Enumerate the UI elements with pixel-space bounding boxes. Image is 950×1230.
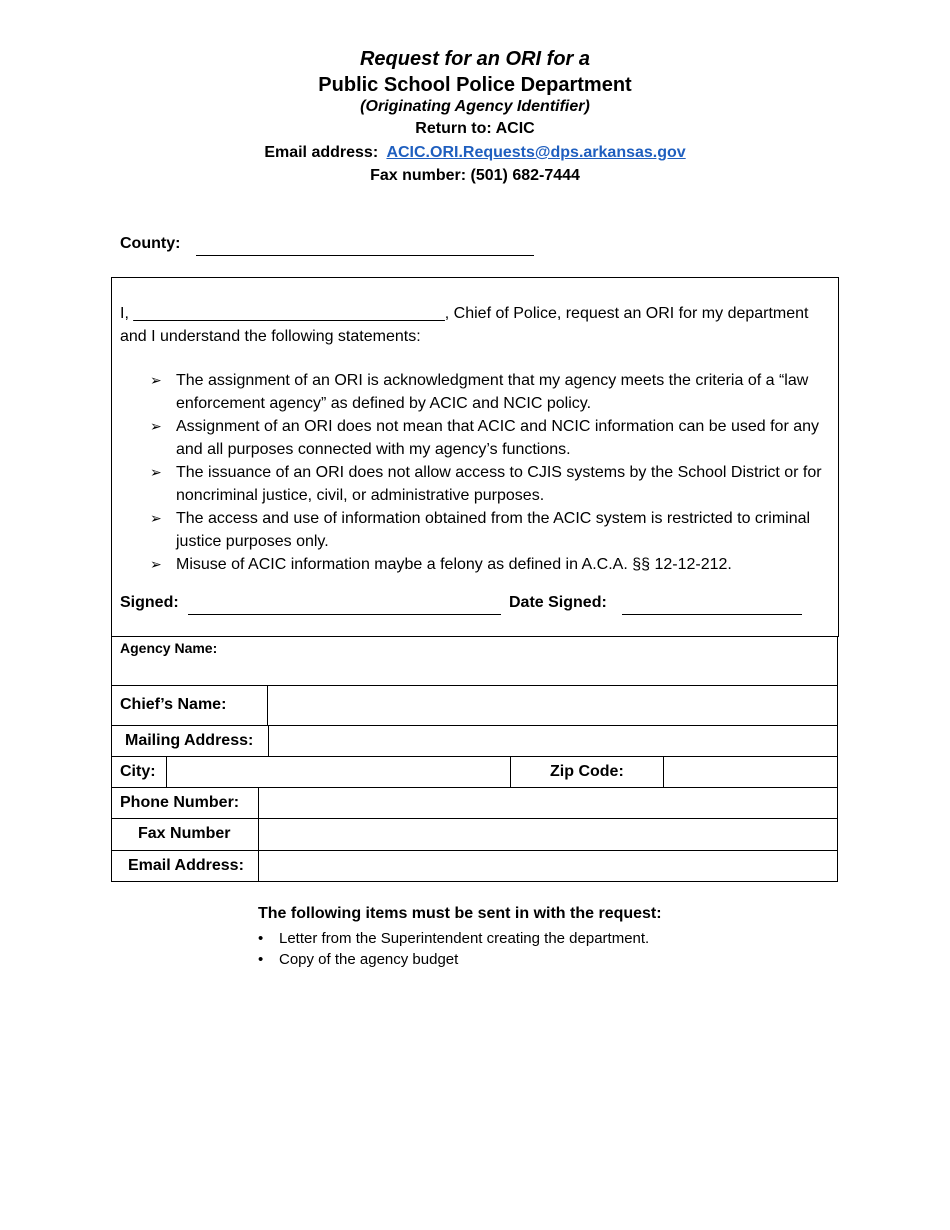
city-label: City: bbox=[120, 763, 156, 780]
requirements-list bbox=[258, 928, 649, 970]
zip-code-field[interactable] bbox=[664, 757, 837, 787]
arrow-bullet-icon: ➢ bbox=[150, 556, 162, 572]
phone-row bbox=[111, 787, 838, 819]
form-subtitle-acronym: (Originating Agency Identifier) bbox=[360, 98, 590, 115]
list-item: ➢ The issuance of an ORI does not allow access to CJIS systems by the School District or for noncriminal justice, civil, or administrative purposes. bbox=[150, 461, 830, 507]
date-signed-field[interactable] bbox=[622, 614, 802, 615]
form-subtitle: Public School Police Department bbox=[318, 74, 632, 96]
arrow-bullet-icon: ➢ bbox=[150, 418, 162, 434]
list-item: ➢ Assignment of an ORI does not mean that ACIC and NCIC information can be used for any and all purposes connected with my agency’s functions. bbox=[150, 415, 830, 461]
phone-number-field[interactable] bbox=[259, 788, 837, 818]
city-field[interactable] bbox=[167, 757, 510, 787]
signature-field[interactable] bbox=[188, 614, 501, 615]
fax-row bbox=[111, 818, 838, 851]
email-row bbox=[111, 850, 838, 882]
bullet-icon: • bbox=[258, 951, 264, 968]
fax-number-label: Fax Number bbox=[138, 825, 231, 842]
email-line bbox=[0, 144, 950, 162]
mailing-address-row bbox=[111, 725, 838, 757]
signed-label: Signed: bbox=[120, 594, 179, 611]
mailing-address-label: Mailing Address: bbox=[125, 732, 254, 749]
agency-name-row bbox=[111, 636, 838, 686]
agency-name-label: Agency Name: bbox=[120, 640, 218, 656]
mailing-address-field[interactable] bbox=[269, 726, 837, 756]
statement-list bbox=[150, 369, 830, 576]
return-to: Return to: ACIC bbox=[415, 120, 535, 137]
fax-number-field[interactable] bbox=[259, 819, 837, 850]
email-address-label: Email Address: bbox=[128, 857, 244, 874]
statement-intro: I, ___________________________________, Chief of Police, request an ORI for my department and I understand the following statements: bbox=[120, 305, 809, 345]
arrow-bullet-icon: ➢ bbox=[150, 464, 162, 480]
list-item: • Letter from the Superintendent creating the department. bbox=[258, 930, 650, 947]
email-link[interactable]: ACIC.ORI.Requests@dps.arkansas.gov bbox=[386, 144, 686, 161]
zip-code-label: Zip Code: bbox=[550, 763, 624, 780]
phone-number-label: Phone Number: bbox=[120, 794, 240, 811]
agency-name-field[interactable] bbox=[112, 659, 837, 685]
chiefs-name-label: Chief’s Name: bbox=[120, 696, 227, 713]
requirements-heading: The following items must be sent in with the request: bbox=[258, 905, 662, 922]
city-zip-row bbox=[111, 756, 838, 788]
list-item: • Copy of the agency budget bbox=[258, 951, 459, 968]
list-item: ➢ The assignment of an ORI is acknowledgment that my agency meets the criteria of a “law enforcement agency” as defined by ACIC and NCIC policy. bbox=[150, 369, 830, 415]
chiefs-name-row bbox=[111, 685, 838, 726]
bullet-icon: • bbox=[258, 930, 264, 947]
arrow-bullet-icon: ➢ bbox=[150, 372, 162, 388]
date-signed-label: Date Signed: bbox=[509, 594, 607, 611]
chiefs-name-field[interactable] bbox=[268, 686, 837, 725]
list-item: ➢ Misuse of ACIC information maybe a felony as defined in A.C.A. §§ 12-12-212. bbox=[150, 553, 830, 576]
list-item: ➢ The access and use of information obtained from the ACIC system is restricted to criminal justice purposes only. bbox=[150, 507, 830, 553]
form-title: Request for an ORI for a bbox=[359, 48, 591, 70]
email-address-field[interactable] bbox=[259, 851, 837, 881]
county-label: County: bbox=[120, 235, 181, 252]
arrow-bullet-icon: ➢ bbox=[150, 510, 162, 526]
county-field[interactable] bbox=[196, 255, 534, 256]
fax-line: Fax number: (501) 682-7444 bbox=[370, 167, 580, 184]
email-label: Email address: bbox=[264, 144, 387, 161]
